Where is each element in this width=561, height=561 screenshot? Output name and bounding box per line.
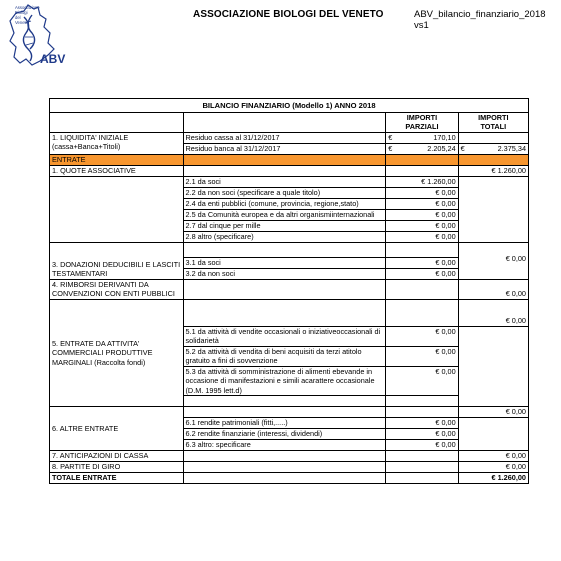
table-title-row	[50, 99, 529, 113]
commerciali-item-label	[183, 326, 386, 346]
altre-item-value: € 0,00	[386, 418, 458, 429]
cash-amount: 170,10	[433, 132, 456, 142]
commerciali-item-label-line2: titolo gratuito a fini di sovvenzione	[185, 346, 362, 366]
quote-item-label: 2.2 da non soci (specificare a quale titolo)	[183, 187, 386, 198]
commerciali-item-value: € 0,00	[386, 326, 458, 346]
quote-item-value: € 0,00	[386, 220, 458, 231]
altre-item-label: 6.1 rendite patrimoniali (fitti,.....)	[183, 418, 386, 429]
donazioni-item-label: 3.1 da soci	[183, 257, 386, 268]
liquidity-label-line1: 1. LIQUIDITA' INIZIALE	[52, 132, 129, 142]
commerciali-item-label-line2: occasionali di solidarietà	[185, 326, 381, 346]
document-id: ABV_bilancio_finanziario_2018 vs1	[414, 9, 546, 31]
donazioni-item-label: 3.2 da non soci	[183, 268, 386, 279]
altre-item-label: 6.3 altro: specificare	[183, 440, 386, 451]
commerciali-item-label	[183, 346, 386, 366]
commerciali-item-label-line1: 5.1 da attività di vendite occasionali o iniziative	[185, 326, 337, 336]
commerciali-label-line1: 5. ENTRATE DA ATTIVITA'	[52, 338, 140, 348]
totale-value: € 1.260,00	[458, 473, 528, 484]
logo-text-line-4: Veneto	[15, 20, 29, 25]
bank-amount: 2.205,24	[427, 143, 456, 153]
logo-text-line-2: Biologi	[15, 10, 28, 15]
table-row	[50, 132, 529, 143]
table-row	[50, 242, 529, 257]
quote-item-label	[183, 209, 386, 220]
row-label-partite: 8. PARTITE DI GIRO	[50, 462, 184, 473]
donazioni-total: € 0,00	[505, 253, 526, 263]
quote-item-label-line1: 2.5 da Comunità europea e da altri organismi	[185, 209, 332, 219]
row-label-liquidity	[50, 132, 184, 154]
donazioni-label-line2: LASCITI TESTAMENTARI	[52, 260, 181, 279]
bank-label: Residuo banca al 31/12/2017	[183, 143, 386, 154]
rimborsi-label-line1: 4. RIMBORSI DERIVANTI DA	[52, 279, 149, 289]
rimborsi-total: € 0,00	[458, 279, 528, 299]
entrate-section-row	[50, 154, 529, 165]
quote-item-value: € 0,00	[386, 187, 458, 198]
commerciali-item-value: € 0,00	[386, 346, 458, 366]
entrate-label: ENTRATE	[50, 154, 184, 165]
col-header-partial	[386, 113, 458, 133]
quote-total: € 1.260,00	[458, 165, 528, 176]
logo-text-line-1: Associazione	[15, 5, 40, 10]
commerciali-item-label-line1: 5.3 da attività di somministrazione di alimenti e	[185, 366, 337, 376]
quote-item-label-line1: 2.4 da enti pubblici (comune, provincia, regione,	[185, 198, 341, 208]
table-title: BILANCIO FINANZIARIO (Modello 1) ANNO 2018	[50, 99, 529, 113]
quote-item-label: 2.1 da soci	[183, 176, 386, 187]
quote-item-label-line2: stato)	[340, 198, 359, 208]
altre-item-value: € 0,00	[386, 440, 458, 451]
rimborsi-label-line3: PUBBLICI	[141, 289, 175, 299]
table-row	[50, 176, 529, 187]
donazioni-label-line1: 3. DONAZIONI DEDUCIBILI E	[52, 260, 151, 269]
liquidity-label-line2: (cassa+Banca+Titoli)	[52, 142, 121, 152]
row-label-rimborsi	[50, 279, 184, 299]
commerciali-total: € 0,00	[458, 299, 528, 326]
commerciali-label-line3: MARGINALI (Raccolta fondi)	[52, 357, 146, 367]
table-row	[50, 462, 529, 473]
row-label-anticipazioni: 7. ANTICIPAZIONI DI CASSA	[50, 451, 184, 462]
org-title: ASSOCIAZIONE BIOLOGI DEL VENETO	[193, 9, 384, 20]
col-header-total-line1: IMPORTI	[478, 113, 509, 122]
quote-item-value: € 1.260,00	[386, 176, 458, 187]
quote-item-label-line2: internazionali	[331, 209, 375, 219]
quote-item-label: 2.8 altro (specificare)	[183, 231, 386, 242]
cash-currency: €	[388, 132, 393, 142]
bank-currency: €	[388, 143, 393, 153]
veneto-map-icon	[4, 3, 74, 73]
total-row	[50, 473, 529, 484]
col-header-total-line2: TOTALI	[480, 122, 507, 132]
altre-item-label: 6.2 rendite finanziarie (interessi, dividendi)	[183, 429, 386, 440]
quote-item-value: € 0,00	[386, 209, 458, 220]
abv-logo	[4, 3, 74, 73]
commerciali-item-label-line2: bevande in occasione di manifestazioni e simili a	[185, 366, 373, 386]
col-header-partial-line1: IMPORTI	[406, 113, 438, 122]
donazioni-item-value: € 0,00	[386, 268, 458, 279]
logo-abbr: ABV	[40, 52, 66, 66]
column-header-row	[50, 113, 529, 133]
row-label-donazioni	[50, 242, 184, 279]
partite-total: € 0,00	[458, 462, 528, 473]
anticipazioni-total: € 0,00	[458, 451, 528, 462]
commerciali-item-label	[183, 366, 386, 395]
financial-statement-table	[49, 98, 529, 484]
row-label-quote: 1. QUOTE ASSOCIATIVE	[50, 165, 184, 176]
table-row	[50, 451, 529, 462]
liquidity-total-amount: 2.375,34	[497, 143, 526, 153]
altre-total: € 0,00	[458, 407, 528, 418]
logo-text-line-3: del	[15, 15, 21, 20]
cash-label: Residuo cassa al 31/12/2017	[183, 132, 386, 143]
table-row	[50, 407, 529, 418]
altre-item-value: € 0,00	[386, 429, 458, 440]
commerciali-item-label-line1: 5.2 da attività di vendita di beni acquisiti da terzi a	[185, 346, 347, 356]
quote-item-label	[183, 198, 386, 209]
quote-item-value: € 0,00	[386, 198, 458, 209]
row-label-altre: 6. ALTRE ENTRATE	[50, 407, 184, 451]
row-label-commerciali	[50, 299, 184, 406]
col-header-partial-line2: PARZIALI	[405, 122, 439, 132]
liquidity-total	[458, 143, 528, 154]
rimborsi-label-line2: CONVENZIONI CON ENTI	[52, 289, 140, 299]
quote-item-label: 2.7 dal cinque per mille	[183, 220, 386, 231]
table-row	[50, 165, 529, 176]
col-header-total	[458, 113, 528, 133]
liquidity-total-currency: €	[460, 143, 465, 153]
commerciali-label-line2: COMMERCIALI PRODUTTIVE	[52, 348, 153, 358]
bank-value	[386, 143, 458, 154]
table-row	[50, 279, 529, 299]
table-row	[50, 299, 529, 326]
row-label-totale: TOTALE ENTRATE	[50, 473, 184, 484]
commerciali-item-label-line3: carattere occasionale (D.M. 1995 lett.d)	[185, 376, 375, 395]
quote-item-value: € 0,00	[386, 231, 458, 242]
commerciali-item-value: € 0,00	[386, 366, 458, 395]
donazioni-item-value: € 0,00	[386, 257, 458, 268]
cash-value	[386, 132, 458, 143]
